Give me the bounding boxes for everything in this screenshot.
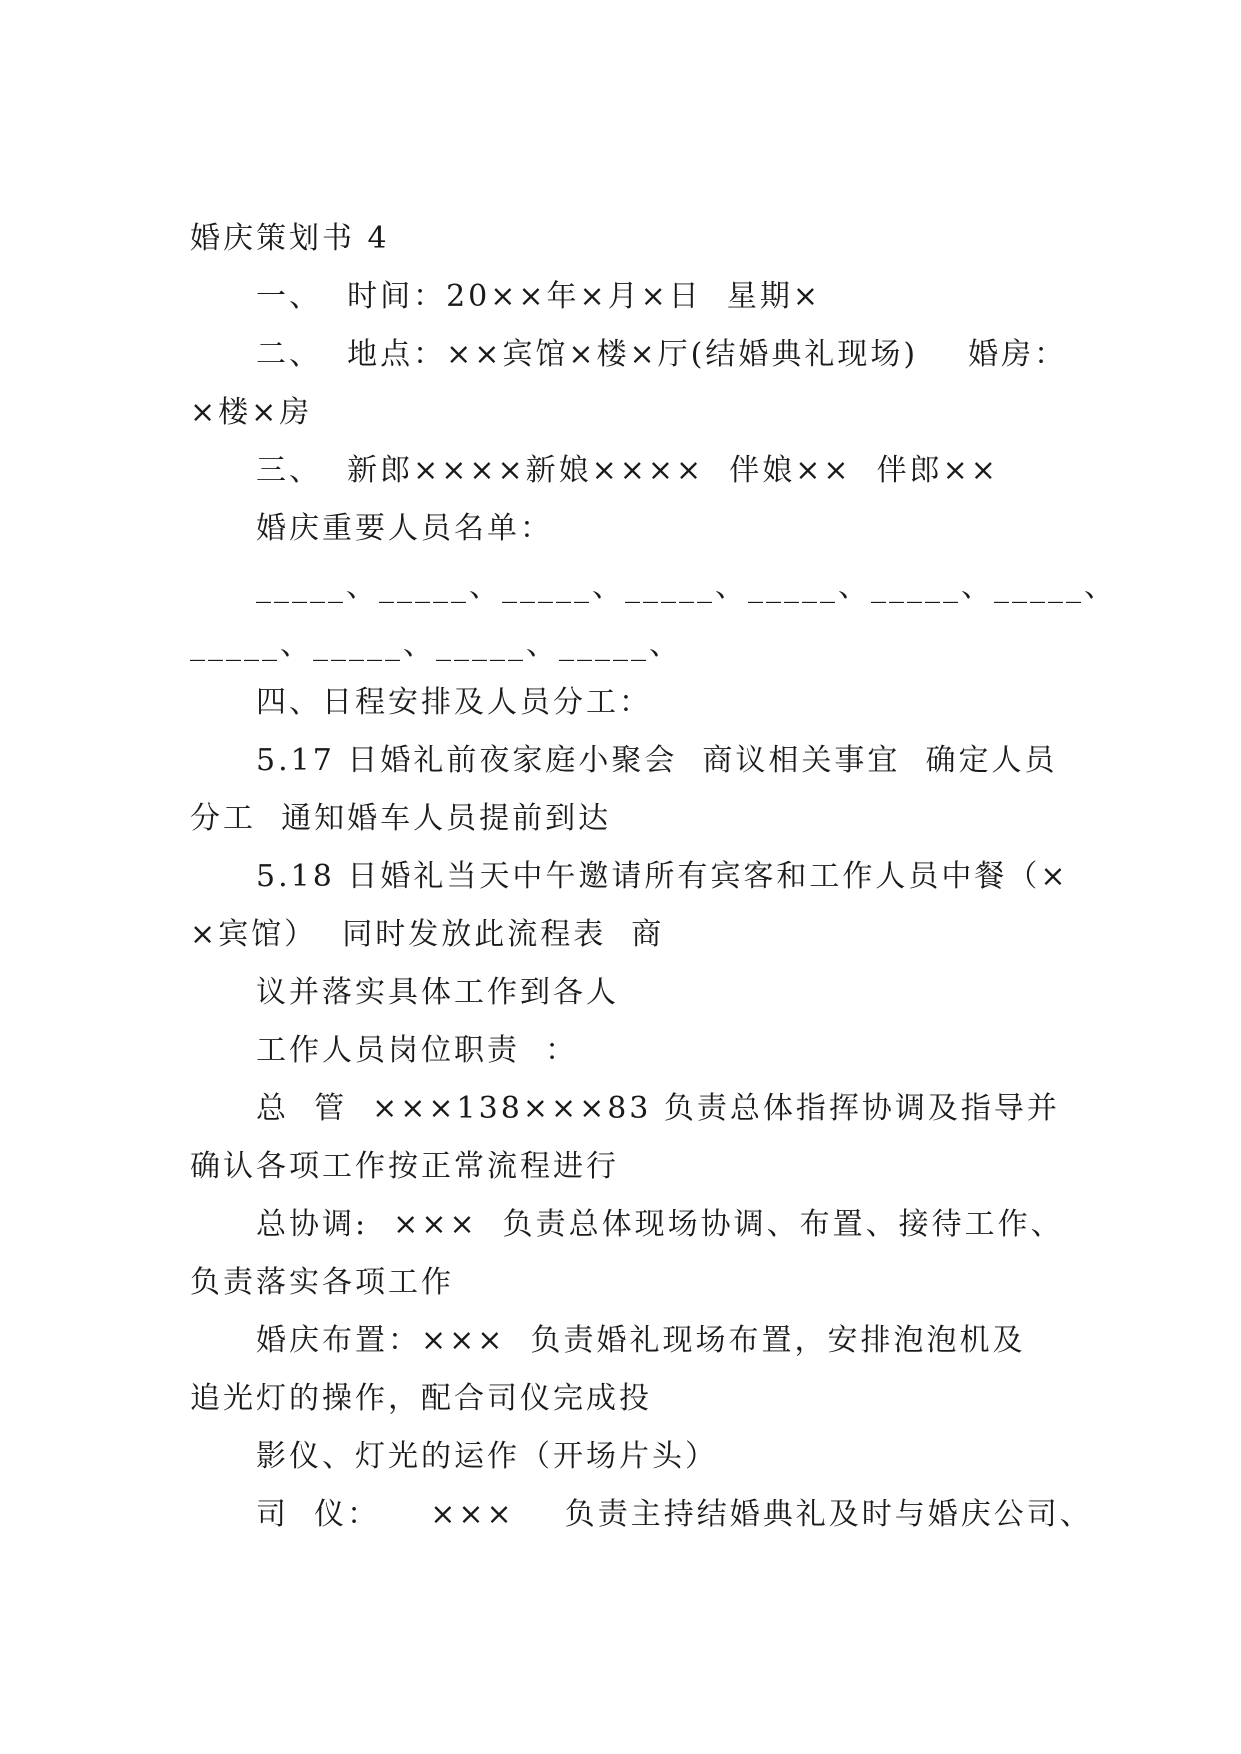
duty-coordinator-cont: 负责落实各项工作 — [190, 1265, 454, 1300]
doc-title: 婚庆策划书 4 — [190, 221, 390, 256]
schedule-heading: 四、日程安排及人员分工： — [256, 685, 652, 720]
key-people-heading: 婚庆重要人员名单： — [256, 511, 553, 546]
schedule-518-cont: ×宾馆） 同时发放此流程表 商 — [190, 917, 665, 952]
duty-manager-cont: 确认各项工作按正常流程进行 — [190, 1149, 619, 1184]
key-people-blanks-cont: _____、_____、_____、_____、 — [190, 627, 682, 662]
duties-heading: 工作人员岗位职责 ： — [256, 1033, 579, 1068]
key-people-blanks: _____、_____、_____、_____、_____、_____、_____、 — [256, 569, 1117, 604]
schedule-517: 5.17 日婚礼前夜家庭小聚会 商议相关事宜 确定人员 — [256, 743, 1058, 778]
document-body — [190, 210, 1117, 1544]
duty-decoration-cont: 追光灯的操作，配合司仪完成投 — [190, 1381, 652, 1416]
schedule-517-cont: 分工 通知婚车人员提前到达 — [190, 801, 612, 836]
duty-decoration-cont2: 影仪、灯光的运作（开场片头） — [256, 1439, 718, 1474]
duty-coordinator: 总协调: ××× 负责总体现场协调、布置、接待工作、 — [256, 1207, 1064, 1242]
item-time: 一、 时间：20××年×月×日 星期× — [256, 279, 822, 314]
item-people: 三、 新郎××××新娘×××× 伴娘×× 伴郎×× — [256, 453, 999, 488]
schedule-518: 5.18 日婚礼当天中午邀请所有宾客和工作人员中餐（× — [256, 859, 1069, 894]
schedule-518-cont2: 议并落实具体工作到各人 — [256, 975, 619, 1010]
duty-decoration: 婚庆布置：××× 负责婚礼现场布置，安排泡泡机及 — [256, 1323, 1026, 1358]
duty-manager: 总 管 ×××138×××83 负责总体指挥协调及指导并 — [256, 1091, 1060, 1126]
duty-host: 司 仪： ××× 负责主持结婚典礼及时与婚庆公司、 — [256, 1497, 1093, 1532]
item-location: 二、 地点：××宾馆×楼×厅(结婚典礼现场) 婚房： — [256, 337, 1068, 372]
item-location-cont: ×楼×房 — [190, 395, 313, 430]
